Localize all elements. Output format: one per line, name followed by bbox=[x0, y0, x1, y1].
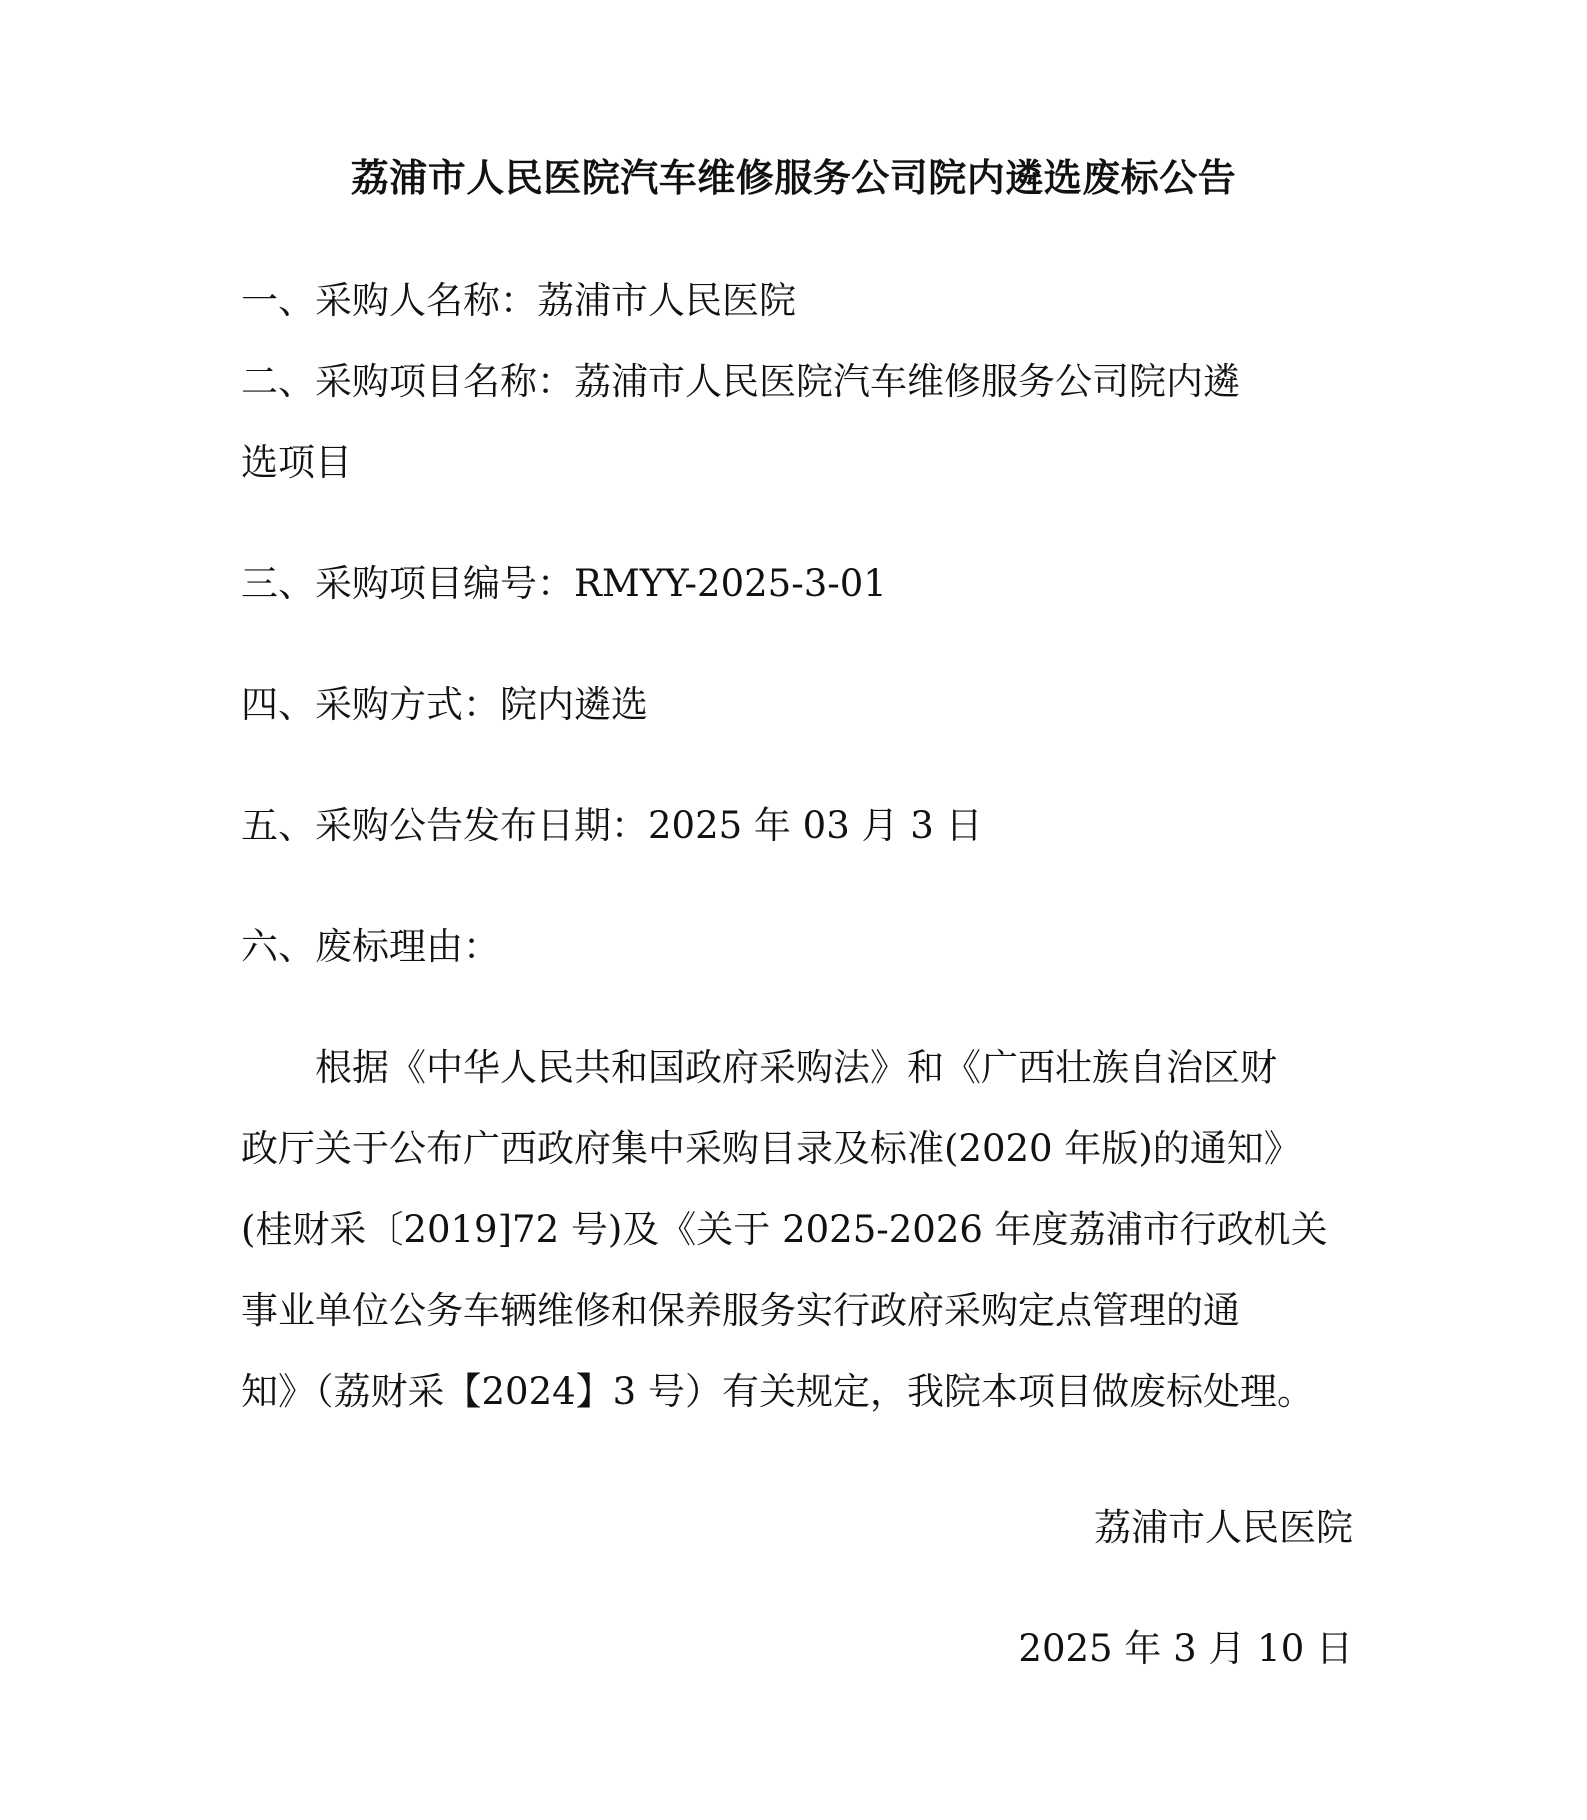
cancellation-reason-paragraph bbox=[241, 1043, 1353, 1448]
item-project-number: 三、采购项目编号：RMYY-2025-3-01 bbox=[241, 562, 887, 605]
item-cancellation-reason-heading: 六、废标理由： bbox=[241, 925, 500, 968]
item-project-name-continued: 选项目 bbox=[241, 441, 352, 484]
item-procurement-method: 四、采购方式：院内遴选 bbox=[241, 683, 648, 726]
item-project-name: 二、采购项目名称：荔浦市人民医院汽车维修服务公司院内遴 bbox=[241, 360, 1240, 403]
paragraph-line: 政厅关于公布广西政府集中采购目录及标准(2020 年版)的通知》 bbox=[241, 1127, 1301, 1170]
item-purchaser-name: 一、采购人名称：荔浦市人民医院 bbox=[241, 279, 796, 322]
item-announcement-date: 五、采购公告发布日期：2025 年 03 月 3 日 bbox=[241, 804, 983, 847]
paragraph-line: 事业单位公务车辆维修和保养服务实行政府采购定点管理的通 bbox=[241, 1289, 1240, 1332]
paragraph-line: 根据《中华人民共和国政府采购法》和《广西壮族自治区财 bbox=[241, 1046, 1277, 1089]
paragraph-line: 知》（荔财采【2024】3 号）有关规定，我院本项目做废标处理。 bbox=[241, 1370, 1314, 1413]
signature-date: 2025 年 3 月 10 日 bbox=[1018, 1627, 1353, 1670]
document-title: 荔浦市人民医院汽车维修服务公司院内遴选废标公告 bbox=[350, 155, 1237, 200]
paragraph-line: (桂财采〔2019]72 号)及《关于 2025-2026 年度荔浦市行政机关 bbox=[241, 1208, 1328, 1251]
signature-organization: 荔浦市人民医院 bbox=[1094, 1506, 1353, 1549]
